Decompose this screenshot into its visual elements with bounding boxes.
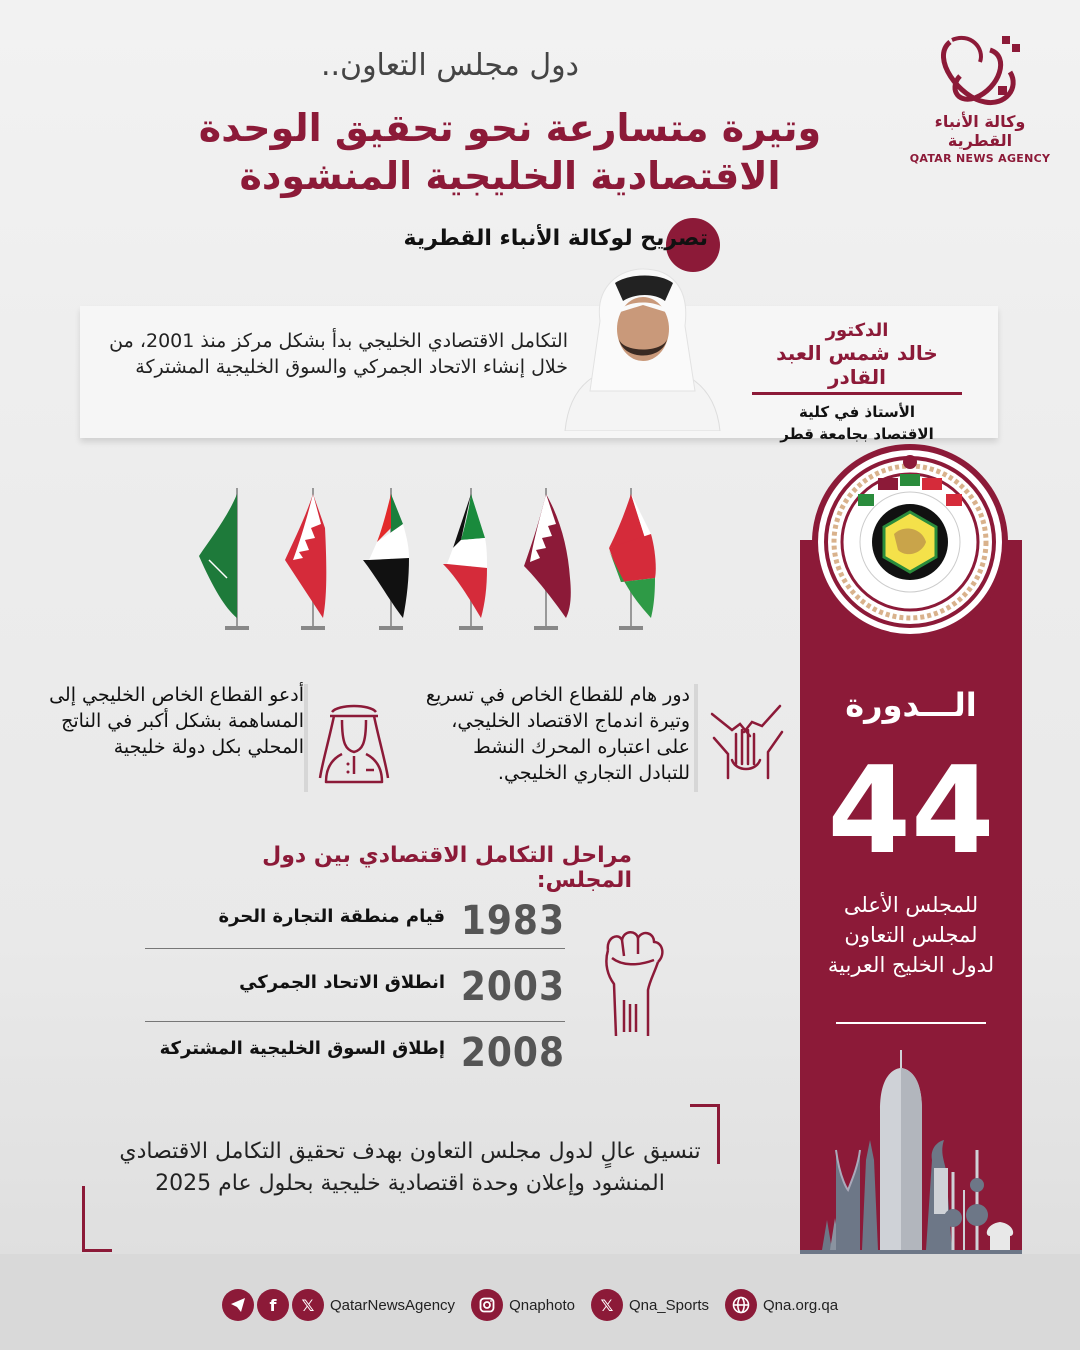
person-info <box>752 320 962 445</box>
flag-saudi-arabia-icon <box>195 478 255 633</box>
social-handle-qna-sports[interactable]: Qna_Sports <box>628 1296 709 1314</box>
qna-logo-icon <box>930 28 1030 110</box>
milestone-label: قيام منطقة التجارة الحرة <box>218 906 445 927</box>
facebook-icon[interactable]: f <box>257 1289 289 1321</box>
gulf-skyline-illustration <box>800 1040 1022 1256</box>
flag-bahrain-icon <box>275 478 335 633</box>
person-role <box>752 401 962 445</box>
timeline-milestone <box>145 964 565 1028</box>
milestone-label: إطلاق السوق الخليجية المشتركة <box>159 1038 445 1059</box>
milestone-year: 2003 <box>460 964 565 1010</box>
session-desc-line2: لمجلس التعاون <box>844 923 978 947</box>
interview-panel <box>80 306 998 443</box>
headline-title-line2: الاقتصادية الخليجية المنشودة <box>239 154 781 198</box>
milestone-label: انطلاق الاتحاد الجمركي <box>239 972 445 993</box>
timeline-title: مراحل التكامل الاقتصادي بين دول المجلس: <box>262 843 632 893</box>
handshake-icon <box>706 694 786 784</box>
milestone-year: 2008 <box>460 1030 565 1076</box>
timeline-milestone <box>145 1030 565 1094</box>
website-link[interactable]: Qna.org.qa <box>763 1296 839 1314</box>
x-icon[interactable]: 𝕏 <box>591 1289 623 1321</box>
gcc-summit-emblem <box>818 450 1002 634</box>
social-handle-qatarnewsagency[interactable]: QatarNewsAgency <box>330 1296 456 1314</box>
raised-fist-icon <box>598 920 668 1040</box>
closing-statement: تنسيق عالٍ لدول مجلس التعاون بهدف تحقيق التكامل الاقتصادي المنشود وإعلان وحدة اقتصادية خليجية بحلول عام 2025 <box>119 1139 701 1196</box>
interview-quote: التكامل الاقتصادي الخليجي بدأ بشكل مركز منذ 2001، من خلال إنشاء الاتحاد الجمركي والسوق الخليجية المشتركة <box>109 330 568 378</box>
gcc-emblem-icon <box>818 450 1002 634</box>
gulf-man-icon <box>316 694 392 784</box>
person-photo <box>545 261 735 431</box>
corner-bracket-bottom-left <box>82 1186 112 1252</box>
milestone-divider <box>145 948 565 950</box>
session-divider <box>836 1022 986 1024</box>
statement-label-text: تصريح لوكالة الأنباء القطرية <box>403 226 708 251</box>
instagram-icon[interactable] <box>471 1289 503 1321</box>
info-block-private-sector-call <box>40 682 400 794</box>
info-text-private-sector-role: دور هام للقطاع الخاص في تسريع وتيرة اندماج الاقتصاد الخليجي، على اعتباره المحرك النشط للتبادل التجاري الخليجي. <box>425 684 690 784</box>
session-number: 44 <box>827 742 995 881</box>
flag-kuwait-icon <box>435 478 495 633</box>
person-name: خالد شمس العبد القادر <box>752 341 962 395</box>
info-block-private-sector-role <box>420 682 790 794</box>
flag-uae-icon <box>355 478 415 633</box>
info-divider <box>694 684 698 792</box>
milestone-divider <box>145 1021 565 1023</box>
person-title: الدكتور <box>825 320 889 341</box>
headline-title <box>190 104 830 200</box>
session-desc-line1: للمجلس الأعلى <box>843 893 979 917</box>
flag-qatar-icon <box>520 478 580 633</box>
timeline-milestone <box>145 898 565 962</box>
qna-logo <box>900 28 1060 165</box>
social-footer <box>222 1285 862 1325</box>
gcc-flags <box>180 478 680 633</box>
globe-icon[interactable] <box>725 1289 757 1321</box>
social-handle-qnaphoto[interactable]: Qnaphoto <box>509 1296 575 1314</box>
person-role-line1: الأستاذ في كلية <box>798 403 916 421</box>
milestone-year: 1983 <box>460 898 565 944</box>
session-label: الـــدورة <box>845 686 977 724</box>
info-text-private-sector-call: أدعو القطاع الخاص الخليجي إلى المساهمة بشكل أكبر في الناتج المحلي بكل دولة خليجية <box>49 684 304 758</box>
logo-name-english: QATAR NEWS AGENCY <box>909 152 1051 165</box>
info-divider <box>304 684 308 792</box>
person-role-line2: الاقتصاد بجامعة قطر <box>780 425 934 443</box>
headline-title-line1: وتيرة متسارعة نحو تحقيق الوحدة <box>198 106 822 150</box>
headline-subtitle: دول مجلس التعاون.. <box>320 48 580 83</box>
telegram-icon[interactable] <box>222 1289 254 1321</box>
session-desc-line3: لدول الخليج العربية <box>827 953 995 977</box>
flag-oman-icon <box>605 478 665 633</box>
x-icon[interactable]: 𝕏 <box>292 1289 324 1321</box>
session-description <box>800 890 1022 980</box>
logo-name-arabic: وكالة الأنباء القطرية <box>934 112 1026 150</box>
